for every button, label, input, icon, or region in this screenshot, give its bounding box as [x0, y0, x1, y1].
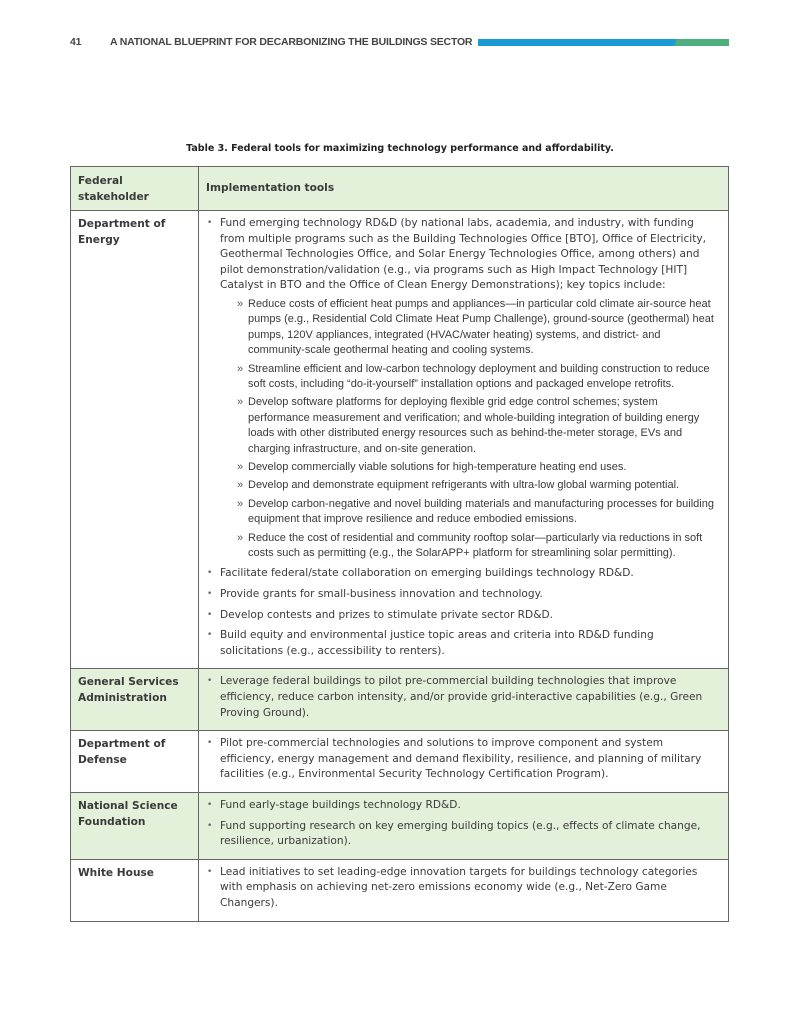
tools-cell: [199, 211, 729, 669]
column-header: Federal stakeholder: [71, 167, 199, 211]
bullet-item: • Build equity and environmental justice topic areas and criteria into RD&D funding solicitations (e.g., accessibility to renters).: [206, 628, 720, 659]
table-row: [71, 211, 729, 669]
running-title: A NATIONAL BLUEPRINT FOR DECARBONIZING THE BUILDINGS SECTOR: [110, 36, 473, 48]
bullet-item: • Lead initiatives to set leading-edge innovation targets for buildings technology categories with emphasis on achieving net-zero emissions economy wide (e.g., Net-Zero Game Changers).: [206, 865, 720, 912]
page-number: 41: [70, 36, 82, 48]
sub-bullet-item: » Develop carbon-negative and novel building materials and manufacturing processes for building equipment that improve resilience and reduce embodied emissions.: [220, 497, 720, 528]
column-header: Implementation tools: [199, 167, 729, 211]
table-caption: Table 3. Federal tools for maximizing technology performance and affordability.: [186, 143, 614, 154]
tools-cell: [199, 793, 729, 860]
table-row: [71, 731, 729, 793]
bullet-text: Fund emerging technology RD&D (by national labs, academia, and industry, with funding from multiple programs such as the Building Technologies Office [BTO], Office of Electricity, Geothermal Technologies Office, and Solar Energy Technologies Office, among others) and pilot demonstration/validation (e.g., via programs such as High Impact Technology [HIT] Catalyst in BTO and the Office of Clean Energy Demonstrations); key topics include:: [220, 217, 707, 292]
bullet-item: • Facilitate federal/state collaboration on emerging buildings technology RD&D.: [206, 566, 720, 582]
decorative-bar: [478, 39, 729, 46]
sub-bullet-item: » Reduce the cost of residential and community rooftop solar—particularly via reductions in soft costs such as permitting (e.g., the SolarAPP+ platform for streamlining solar permitting).: [220, 531, 720, 562]
sub-bullet-item: » Streamline efficient and low-carbon technology deployment and building construction to reduce soft costs, including “do-it-yourself” installation options and packaged envelope retrofits.: [220, 362, 720, 393]
bullet-item: • Pilot pre-commercial technologies and solutions to improve component and system efficiency, energy management and demand flexibility, resilience, and planning of military facilities (e.g., Environmental Security Technology Certification Program).: [206, 736, 720, 783]
bullet-item: • Fund supporting research on key emerging building topics (e.g., effects of climate change, resilience, urbanization).: [206, 819, 720, 850]
tools-cell: [199, 859, 729, 921]
bullet-item: • Fund early-stage buildings technology RD&D.: [206, 798, 720, 814]
stakeholder-cell: General Services Administration: [71, 669, 199, 731]
tools-cell: [199, 731, 729, 793]
bullet-item: • Develop contests and prizes to stimulate private sector RD&D.: [206, 608, 720, 624]
stakeholder-cell: National Science Foundation: [71, 793, 199, 860]
sub-bullet-item: » Reduce costs of efficient heat pumps and appliances—in particular cold climate air-source heat pumps (e.g., Residential Cold Climate Heat Pump Challenge), ground-source (geothermal) heat pumps, 120V appliances, integrated (HVAC/water heating) systems, and district- and community-scale geothermal heating and cooling systems.: [220, 297, 720, 359]
sub-bullet-item: » Develop and demonstrate equipment refrigerants with ultra-low global warming potential.: [220, 478, 720, 493]
bullet-item: • Provide grants for small-business innovation and technology.: [206, 587, 720, 603]
federal-tools-table: [70, 166, 729, 922]
bullet-item: • Leverage federal buildings to pilot pre-commercial building technologies that improve efficiency, reduce carbon intensity, and/or provide grid-interactive capabilities (e.g., Green Proving Ground).: [206, 674, 720, 721]
page-header: [70, 35, 729, 49]
table-row: [71, 669, 729, 731]
bullet-item: [206, 216, 720, 561]
stakeholder-cell: White House: [71, 859, 199, 921]
table-row: [71, 793, 729, 860]
table-header-row: [71, 167, 729, 211]
stakeholder-cell: Department of Defense: [71, 731, 199, 793]
sub-bullet-item: » Develop software platforms for deploying flexible grid edge control schemes; system performance measurement and verification; and whole-building integration of building energy loads with other distributed energy resources such as behind-the-meter storage, EVs and charging infrastructure, and on-site generation.: [220, 395, 720, 457]
tools-cell: [199, 669, 729, 731]
stakeholder-cell: Department of Energy: [71, 211, 199, 669]
sub-bullet-item: » Develop commercially viable solutions for high-temperature heating end uses.: [220, 460, 720, 475]
table-row: [71, 859, 729, 921]
